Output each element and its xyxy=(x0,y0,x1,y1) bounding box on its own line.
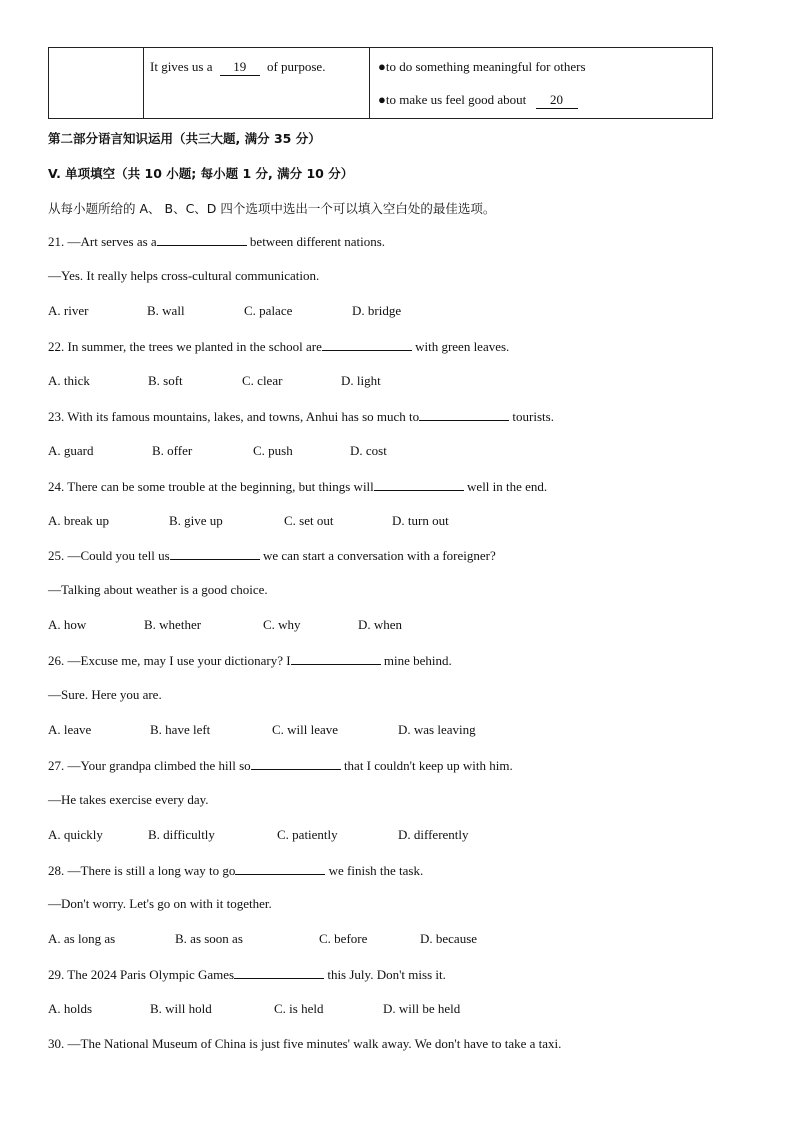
q24-option-c: C. set out xyxy=(284,513,334,528)
q21-option-d: D. bridge xyxy=(352,303,402,318)
answer-table xyxy=(48,47,713,119)
q22-option-a: A. thick xyxy=(48,373,90,388)
answer-19: 19 xyxy=(220,59,260,76)
question-29 xyxy=(48,966,446,983)
table-cell-middle xyxy=(144,48,370,119)
q27-option-b: B. difficultly xyxy=(148,827,215,842)
q25-stem: 25. —Could you tell us xyxy=(48,548,170,563)
q29-stem: 29. The 2024 Paris Olympic Games xyxy=(48,967,235,982)
q21-stem: 21. —Art serves as a xyxy=(48,234,157,249)
question-28 xyxy=(48,862,423,879)
q26-stem: 26. —Excuse me, may I use your dictionary? I xyxy=(48,653,291,668)
q29-option-d: D. will be held xyxy=(383,1001,461,1016)
table-cell-right xyxy=(370,48,713,119)
q27-option-d: D. differently xyxy=(398,827,469,842)
q25-reply: —Talking about weather is a good choice. xyxy=(48,582,268,597)
q24-option-a: A. break up xyxy=(48,513,110,528)
q23-option-d: D. cost xyxy=(350,443,387,458)
q29-option-a: A. holds xyxy=(48,1001,93,1016)
q21-option-a: A. river xyxy=(48,303,89,318)
q23-option-b: B. offer xyxy=(152,443,193,458)
q28-blank xyxy=(235,862,325,875)
question-26 xyxy=(48,652,452,669)
question-24 xyxy=(48,478,547,495)
q22-stem-after: with green leaves. xyxy=(415,339,510,354)
q27-option-c: C. patiently xyxy=(277,827,338,842)
q27-option-a: A. quickly xyxy=(48,827,103,842)
bullet2-before: ●to make us feel good about xyxy=(378,92,527,107)
q28-stem: 28. —There is still a long way to go xyxy=(48,863,236,878)
q25-option-c: C. why xyxy=(263,617,301,632)
q22-option-d: D. light xyxy=(341,373,381,388)
q28-option-a: A. as long as xyxy=(48,931,116,946)
q24-option-b: B. give up xyxy=(169,513,223,528)
middle-cell-before: It gives us a xyxy=(150,59,213,74)
q28-stem-after: we finish the task. xyxy=(328,863,424,878)
question-22 xyxy=(48,338,509,355)
table-cell-empty xyxy=(49,48,144,119)
q27-stem-after: that I couldn't keep up with him. xyxy=(343,758,513,773)
table-row xyxy=(49,48,713,119)
q26-reply: —Sure. Here you are. xyxy=(48,687,162,702)
q23-blank xyxy=(419,408,509,421)
q22-blank xyxy=(322,338,412,351)
q24-blank xyxy=(374,478,464,491)
q27-reply: —He takes exercise every day. xyxy=(48,792,209,807)
q26-option-a: A. leave xyxy=(48,722,92,737)
q22-stem: 22. In summer, the trees we planted in the school are xyxy=(48,339,322,354)
q23-option-c: C. push xyxy=(253,443,293,458)
q28-option-b: B. as soon as xyxy=(175,931,243,946)
q28-option-d: D. because xyxy=(420,931,478,946)
q28-option-c: C. before xyxy=(319,931,368,946)
bullet-item-1: ●to do something meaningful for others xyxy=(378,59,586,74)
question-27 xyxy=(48,757,513,774)
q21-stem-after: between different nations. xyxy=(249,234,386,249)
middle-cell-after: of purpose. xyxy=(266,59,326,74)
q25-blank xyxy=(170,547,260,560)
q22-option-b: B. soft xyxy=(148,373,183,388)
q21-blank xyxy=(157,233,247,246)
q21-reply: —Yes. It really helps cross-cultural communication. xyxy=(48,268,320,283)
q23-option-a: A. guard xyxy=(48,443,94,458)
q27-stem: 27. —Your grandpa climbed the hill so xyxy=(48,758,251,773)
part-title: 第二部分语言知识运用（共三大题, 满分 35 分） xyxy=(48,131,321,146)
middle-cell-line xyxy=(144,59,369,76)
q29-option-b: B. will hold xyxy=(150,1001,212,1016)
q25-option-a: A. how xyxy=(48,617,87,632)
q24-stem-after: well in the end. xyxy=(467,479,548,494)
bullet-item-2 xyxy=(370,92,712,109)
q26-option-b: B. have left xyxy=(150,722,211,737)
answer-20: 20 xyxy=(536,92,578,109)
q25-stem-after: we can start a conversation with a foreigner? xyxy=(262,548,496,563)
q26-option-c: C. will leave xyxy=(272,722,339,737)
q26-blank xyxy=(291,652,381,665)
q24-stem: 24. There can be some trouble at the beginning, but things will xyxy=(48,479,374,494)
question-23 xyxy=(48,408,554,425)
question-25 xyxy=(48,547,496,564)
section-title: V. 单项填空（共 10 小题; 每小题 1 分, 满分 10 分） xyxy=(48,166,354,181)
q29-option-c: C. is held xyxy=(274,1001,324,1016)
question-21 xyxy=(48,233,385,250)
question-30: 30. —The National Museum of China is just five minutes' walk away. We don't have to take a taxi. xyxy=(48,1036,562,1051)
q27-blank xyxy=(251,757,341,770)
q25-option-d: D. when xyxy=(358,617,403,632)
q29-stem-after: this July. Don't miss it. xyxy=(327,967,446,982)
q29-blank xyxy=(234,966,324,979)
q21-option-c: C. palace xyxy=(244,303,293,318)
q28-reply: —Don't worry. Let's go on with it together. xyxy=(48,896,272,911)
q22-option-c: C. clear xyxy=(242,373,283,388)
q23-stem-after: tourists. xyxy=(512,409,554,424)
instructions: 从每小题所给的 A、 B、C、D 四个选项中选出一个可以填入空白处的最佳选项。 xyxy=(48,201,496,216)
q23-stem: 23. With its famous mountains, lakes, and towns, Anhui has so much to xyxy=(48,409,420,424)
q21-option-b: B. wall xyxy=(147,303,185,318)
q26-stem-after: mine behind. xyxy=(383,653,452,668)
q24-option-d: D. turn out xyxy=(392,513,449,528)
q25-option-b: B. whether xyxy=(144,617,202,632)
q26-option-d: D. was leaving xyxy=(398,722,476,737)
